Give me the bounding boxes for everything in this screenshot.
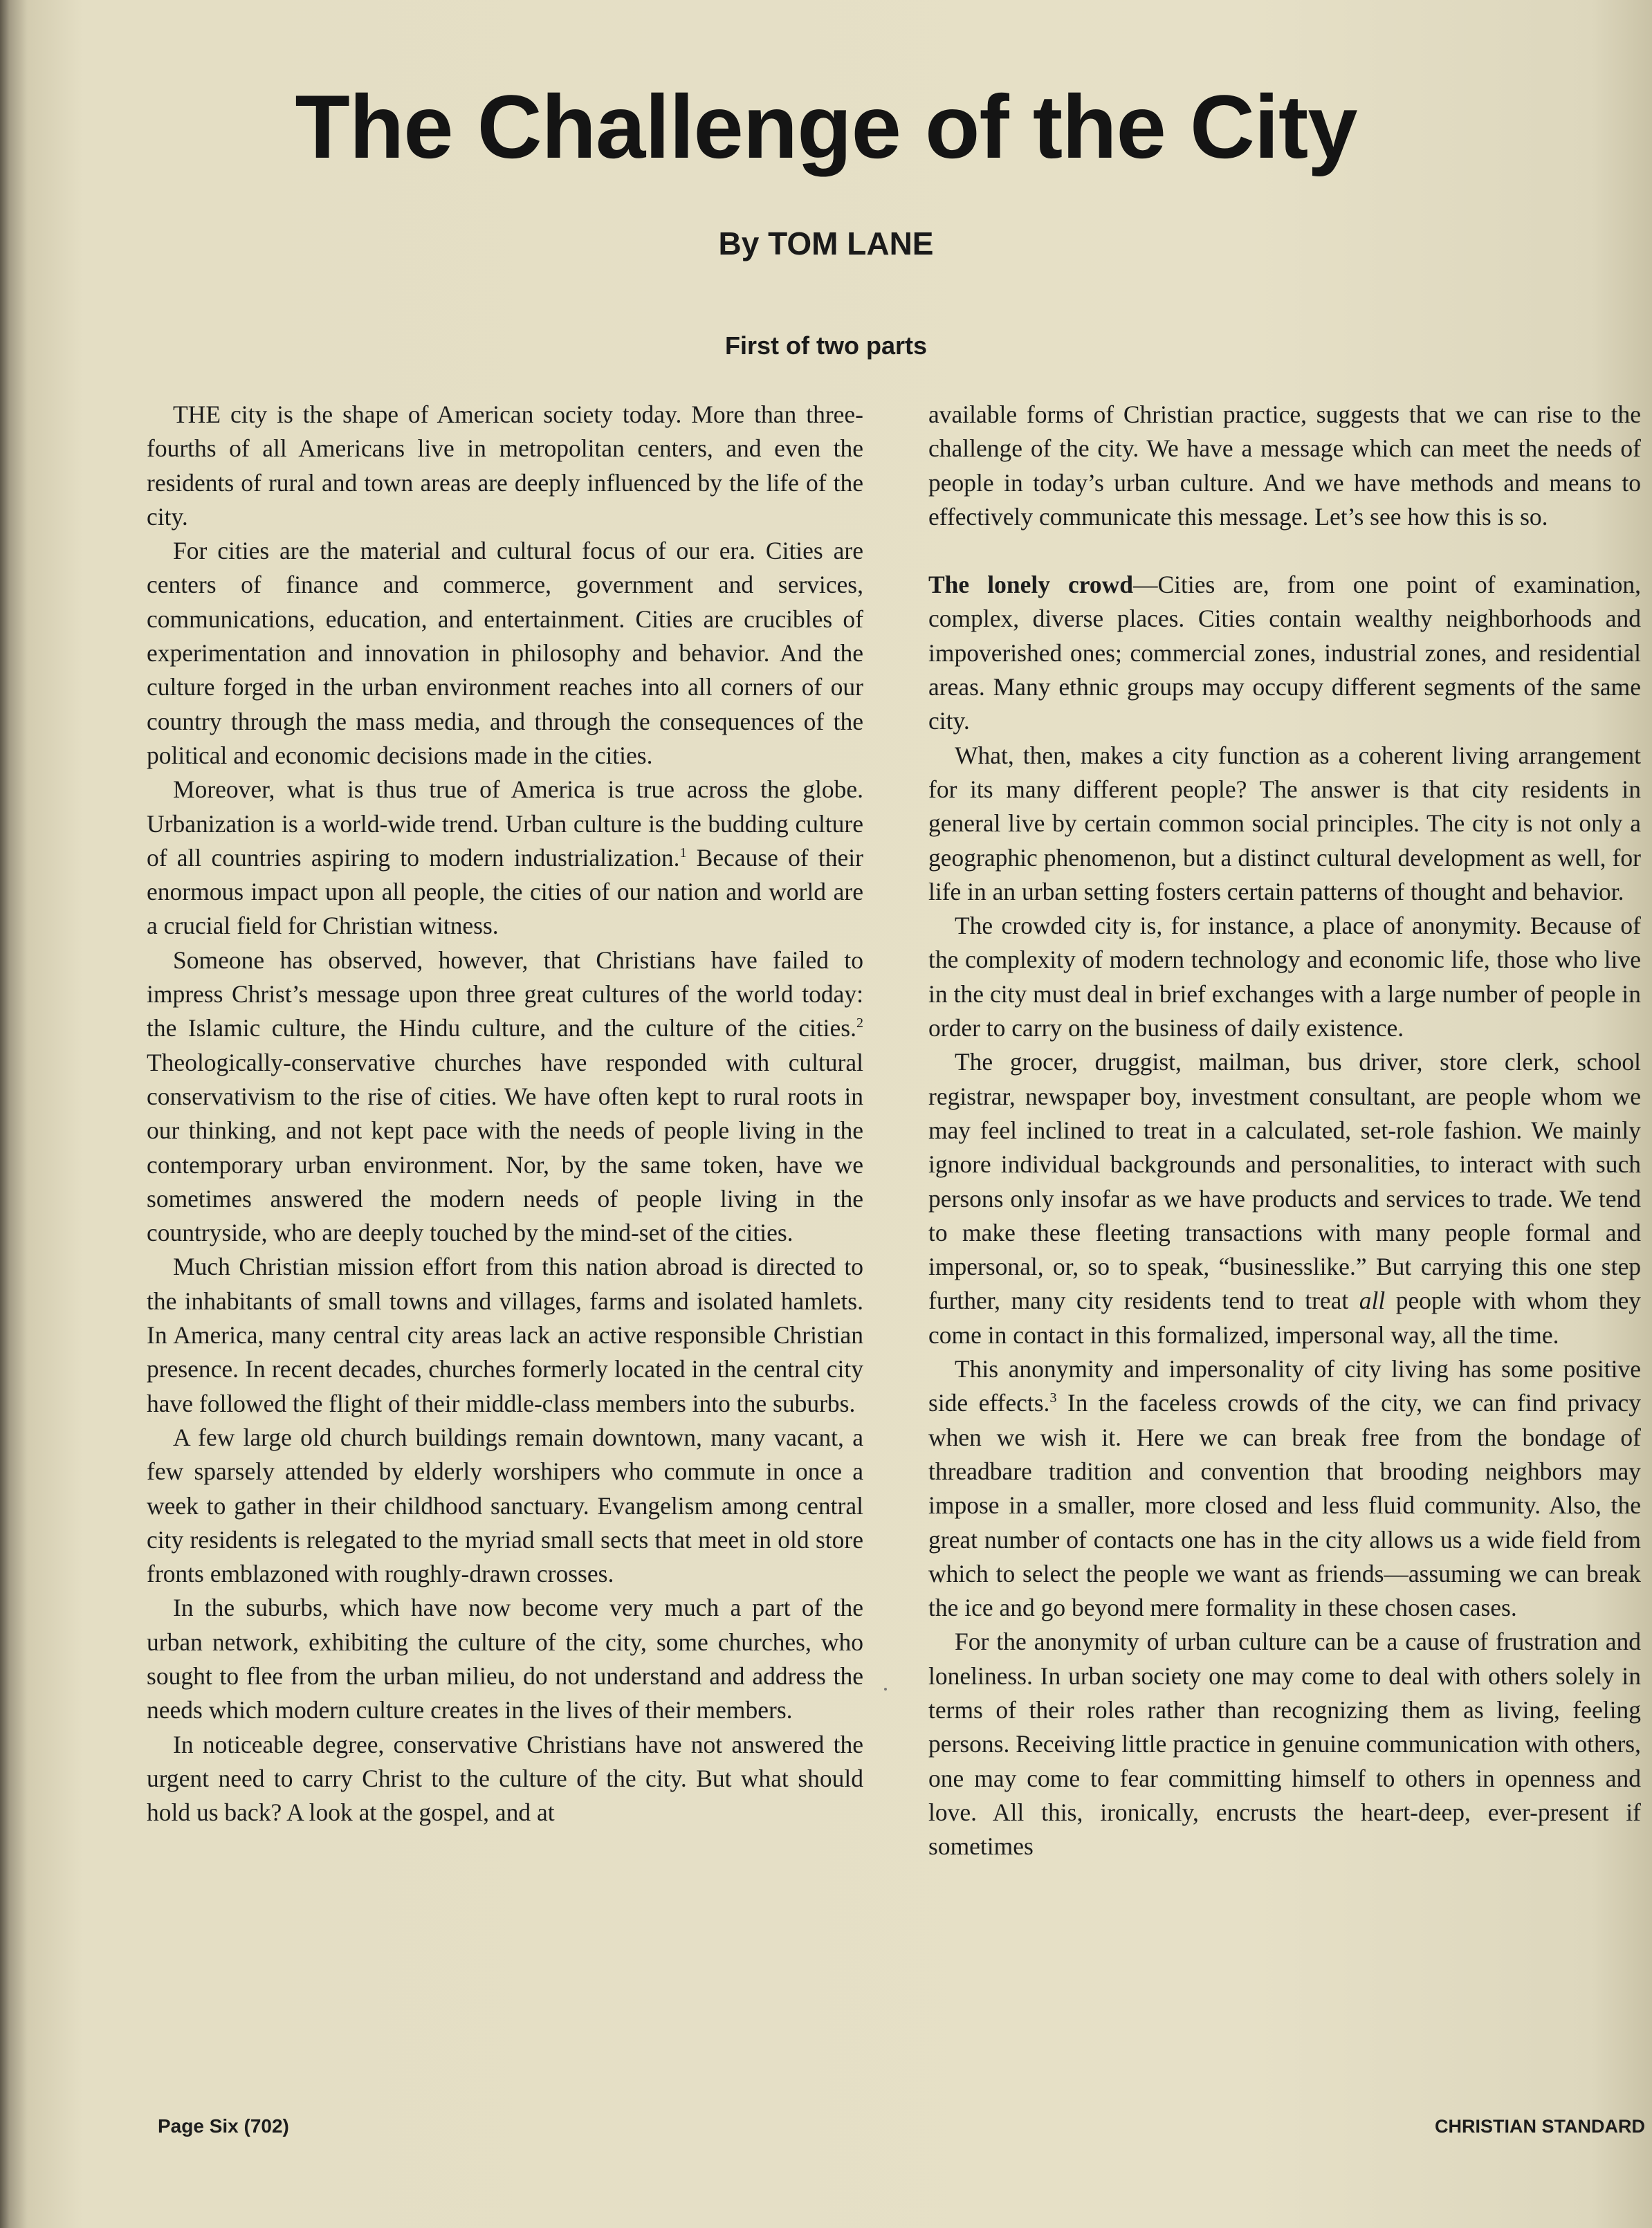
paragraph: [928, 909, 1641, 1045]
page-number-footer: Page Six (702): [158, 2115, 289, 2137]
paragraph-text: The grocer, druggist, mailman, bus driver, store clerk, school registrar, newspaper boy, investment consultant, are people whom we may feel inclined to treat in a calculated, set-role fashion. We mainly ignore individual backgrounds and personalities, to interact with such persons only insofar as we have products and services to trade. We tend to make these fleeting transactions with many people formal and impersonal, or, so to speak, “businesslike.” But carrying this one step further, many city residents tend to treat: [928, 1048, 1641, 1315]
paragraph-text: A few large old church buildings remain downtown, many vacant, a few sparsely attended by elderly worshipers who commute in once a week to gather in their childhood sanctuary. Evangelism among central city residents is relegated to the myriad small sects that meet in old store fronts emblazoned with roughly-drawn crosses.: [147, 1423, 863, 1588]
article-subhead: First of two parts: [724, 331, 927, 360]
paragraph: [928, 1625, 1641, 1863]
paragraph: [147, 943, 863, 1251]
article-headline: The Challenge of the City: [295, 76, 1357, 177]
footnote-marker: 3: [1049, 1390, 1057, 1406]
paragraph: [928, 568, 1641, 738]
paragraph: [147, 773, 863, 943]
paragraph: [928, 1045, 1641, 1352]
paragraph-text: In the suburbs, which have now become very much a part of the urban network, exhibiting the culture of the city, some churches, who sought to flee from the urban milieu, do not understand and address the needs which modern culture creates in the lives of their members.: [147, 1594, 863, 1724]
paragraph-text: For cities are the material and cultural focus of our era. Cities are centers of finance and commerce, government and services, communications, education, and entertainment. Cities are crucibles of experimentation and innovation in philosophy and behavior. And the culture forged in the urban environment reaches into all corners of our country through the mass media, and through the consequences of the political and economic decisions made in the cities.: [147, 537, 863, 769]
paragraph-text: Theologically-conservative churches have responded with cultural conservativism to the rise of cities. We have often kept to rural roots in our thinking, and not kept pace with the needs of people living in the contemporary urban environment. Nor, by the same token, have we sometimes answered the modern needs of people living in the countryside, who are deeply touched by the mind-set of the cities.: [147, 1048, 863, 1247]
paragraph-text: Because of their enormous impact upon all people, the cities of our nation and world are a crucial field for Christian witness.: [147, 843, 863, 940]
left-text-column: [147, 398, 863, 1830]
paragraph-text: Someone has observed, however, that Christians have failed to impress Christ’s message upon three great cultures of the world today: the Islamic culture, the Hindu culture, and the culture of the cities.: [147, 946, 863, 1042]
paragraph-text: What, then, makes a city function as a coherent living arrangement for its many different people? The answer is that city residents in general live by certain common social principles. The city is not only a geographic phenomenon, but a distinct cultural development as well, for life in an urban setting fosters certain patterns of thought and behavior.: [928, 741, 1641, 905]
paragraph-text: In noticeable degree, conservative Christians have not answered the urgent need to carry Christ to the culture of the city. But what should hold us back? A look at the gospel, and at: [147, 1730, 863, 1827]
paragraph-text: available forms of Christian practice, suggests that we can rise to the challenge of the city. We have a message which can meet the needs of people in today’s urban culture. And we have methods and means to effectively communicate this message. Let’s see how this is so.: [928, 401, 1641, 531]
paragraph: [147, 1728, 863, 1830]
article-byline: By TOM LANE: [718, 225, 934, 261]
right-text-column: [928, 398, 1641, 1863]
paragraph: [928, 1352, 1641, 1625]
paragraph-text: This anonymity and impersonality of city living has some positive side effects.: [928, 1355, 1641, 1417]
paragraph-text: —Cities are, from one point of examination, complex, diverse places. Cities contain wealthy neighborhoods and impoverished ones; commercial zones, industrial zones, and residential areas. Many ethnic groups may occupy different segments of the same city.: [928, 571, 1641, 735]
paragraph: [147, 534, 863, 773]
paragraph: [147, 398, 863, 534]
paragraph-text: THE city is the shape of American society today. More than three-fourths of all Americans live in metropolitan centers, and even the residents of rural and town areas are deeply influenced by the life of the city.: [147, 401, 863, 531]
paragraph-text: Moreover, what is thus true of America is true across the globe. Urbanization is a world-wide trend. Urban culture is the budding culture of all countries aspiring to modern industrialization.: [147, 775, 863, 872]
paragraph: [147, 1250, 863, 1420]
paragraph: [147, 1421, 863, 1591]
paragraph: [928, 739, 1641, 909]
ink-speck: [884, 1688, 887, 1691]
paragraph-text: people with whom they come in contact in this formalized, impersonal way, all the time.: [928, 1287, 1641, 1349]
emphasis-text: all: [1359, 1287, 1386, 1315]
paragraph: [928, 398, 1641, 534]
footnote-marker: 1: [679, 845, 687, 861]
paragraph-text: Much Christian mission effort from this nation abroad is directed to the inhabitants of small towns and villages, farms and isolated hamlets. In America, many central city areas lack an active responsible Christian presence. In recent decades, churches formerly located in the central city have followed the flight of their middle-class members into the suburbs.: [147, 1253, 863, 1417]
paragraph-text: For the anonymity of urban culture can be a cause of frustration and loneliness. In urban society one may come to deal with others solely in terms of their roles rather than recognizing them as living, feeling persons. Receiving little practice in genuine communication with others, one may come to fear committing himself to others in openness and love. All this, ironically, encrusts the heart-deep, ever-present if sometimes: [928, 1628, 1641, 1861]
paragraph-text: The crowded city is, for instance, a place of anonymity. Because of the complexity of modern technology and economic life, those who live in the city must deal in brief exchanges with a large number of people in order to carry on the business of daily existence.: [928, 912, 1641, 1042]
run-in-heading: The lonely crowd: [928, 571, 1133, 599]
paragraph-text: In the faceless crowds of the city, we can find privacy when we wish it. Here we can break free from the bondage of threadbare tradition and convention that brooding neighbors may impose in a smaller, more closed and less fluid community. Also, the great number of contacts one has in the city allows us a wide field from which to select the people we want as friends—assuming we can break the ice and go beyond mere formality in these chosen cases.: [928, 1389, 1641, 1622]
paragraph: [147, 1591, 863, 1727]
footnote-marker: 2: [856, 1015, 863, 1031]
publication-name-footer: CHRISTIAN STANDARD: [1435, 2116, 1645, 2137]
